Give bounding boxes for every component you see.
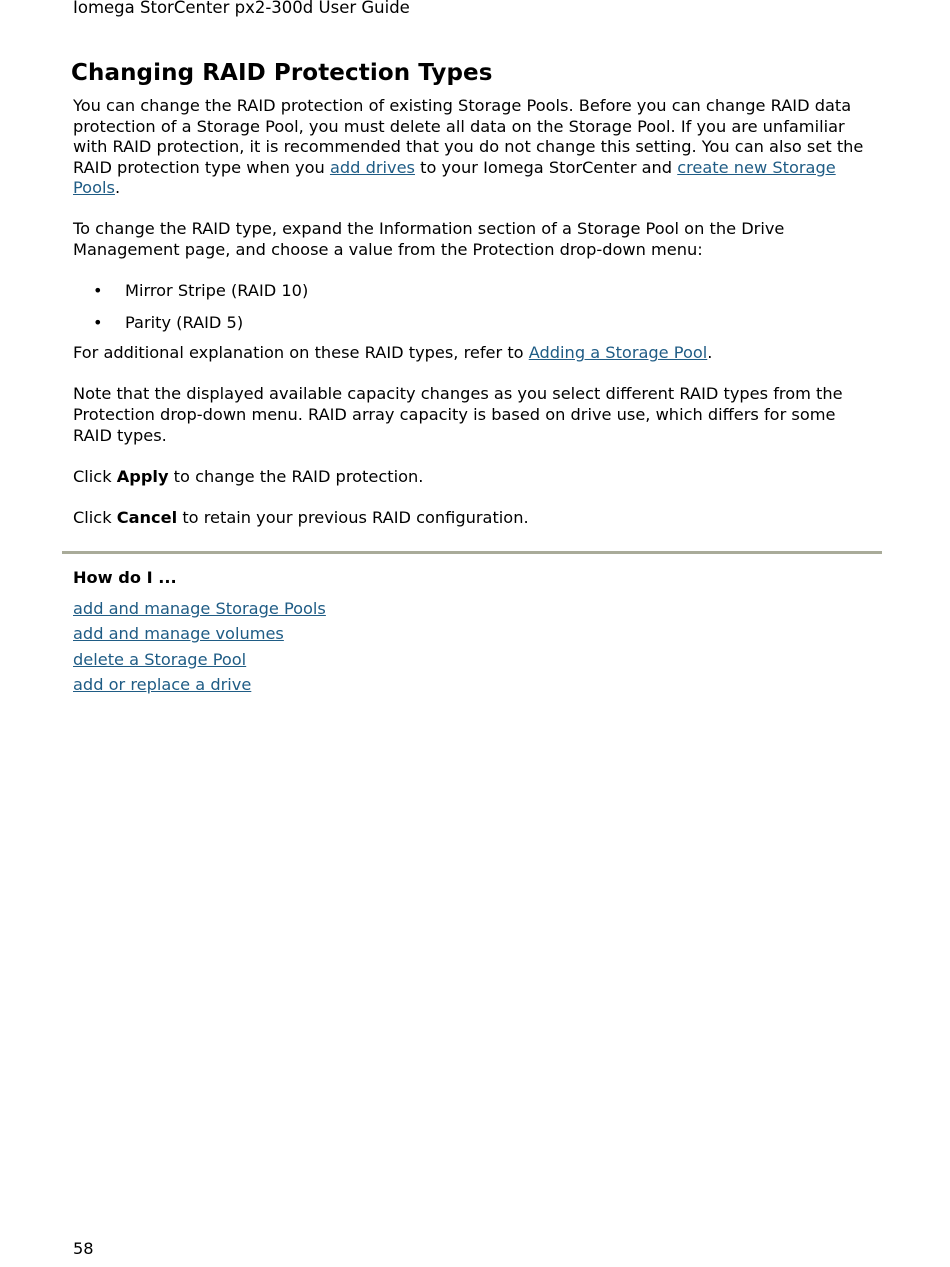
apply-text-a: Click bbox=[73, 466, 117, 486]
delete-storage-pool-link[interactable]: delete a Storage Pool bbox=[73, 649, 247, 669]
adding-storage-pool-link[interactable]: Adding a Storage Pool bbox=[528, 343, 708, 363]
reference-text-b: . bbox=[707, 343, 713, 363]
list-item bbox=[73, 675, 878, 696]
running-header: Iomega StorCenter px2-300d User Guide bbox=[73, 0, 410, 17]
how-do-i-heading: How do I ... bbox=[73, 568, 177, 587]
section-divider bbox=[62, 551, 882, 554]
list-item bbox=[73, 599, 878, 620]
intro-text-b: to your Iomega StorCenter and bbox=[414, 157, 678, 177]
instructions-paragraph: To change the RAID type, expand the Information section of a Storage Pool on the Drive Management page, and choose a value from the Protection drop-down menu: bbox=[73, 219, 785, 260]
reference-text-a: For additional explanation on these RAID types, refer to bbox=[73, 343, 529, 363]
raid-type-list bbox=[73, 281, 878, 333]
reference-paragraph bbox=[73, 343, 878, 364]
list-item-text: Mirror Stripe (RAID 10) bbox=[125, 281, 309, 301]
list-item bbox=[73, 281, 878, 302]
main-content bbox=[73, 58, 878, 549]
apply-paragraph bbox=[73, 467, 878, 488]
how-do-i-section bbox=[73, 567, 878, 701]
how-do-i-links bbox=[73, 599, 878, 696]
bullet-icon: • bbox=[93, 281, 103, 301]
list-item bbox=[73, 313, 878, 334]
list-item bbox=[73, 650, 878, 671]
cancel-label: Cancel bbox=[116, 507, 178, 527]
manage-volumes-link[interactable]: add and manage volumes bbox=[73, 624, 284, 644]
bullet-icon: • bbox=[93, 312, 103, 332]
page-number: 58 bbox=[73, 1239, 94, 1258]
intro-text-c: . bbox=[114, 178, 121, 198]
capacity-note-paragraph: Note that the displayed available capacity changes as you select different RAID types from the Protection drop-down menu. RAID array capacity is based on drive use, which differs for some RAID types. bbox=[73, 384, 843, 445]
cancel-paragraph bbox=[73, 508, 878, 529]
intro-paragraph bbox=[73, 96, 878, 199]
list-item bbox=[73, 624, 878, 645]
create-storage-pools-link[interactable]: create new Storage Pools bbox=[73, 157, 836, 198]
manage-storage-pools-link[interactable]: add and manage Storage Pools bbox=[73, 599, 326, 618]
add-drives-link[interactable]: add drives bbox=[329, 157, 415, 177]
replace-drive-link[interactable]: add or replace a drive bbox=[73, 675, 252, 695]
list-item-text: Parity (RAID 5) bbox=[125, 312, 244, 332]
intro-text-a: You can change the RAID protection of existing Storage Pools. Before you can change RAID data protection of a Storage Pool, you must delete all data on the Storage Pool. If you are unfamiliar with RAID protection, it is recommended that you do not change this setting. You can also set the RAID protection type when you bbox=[73, 96, 864, 177]
cancel-text-b: to retain your previous RAID configuration. bbox=[177, 507, 529, 527]
page-title: Changing RAID Protection Types bbox=[71, 60, 493, 86]
apply-label: Apply bbox=[116, 466, 169, 486]
cancel-text-a: Click bbox=[73, 507, 117, 527]
apply-text-b: to change the RAID protection. bbox=[168, 466, 424, 486]
